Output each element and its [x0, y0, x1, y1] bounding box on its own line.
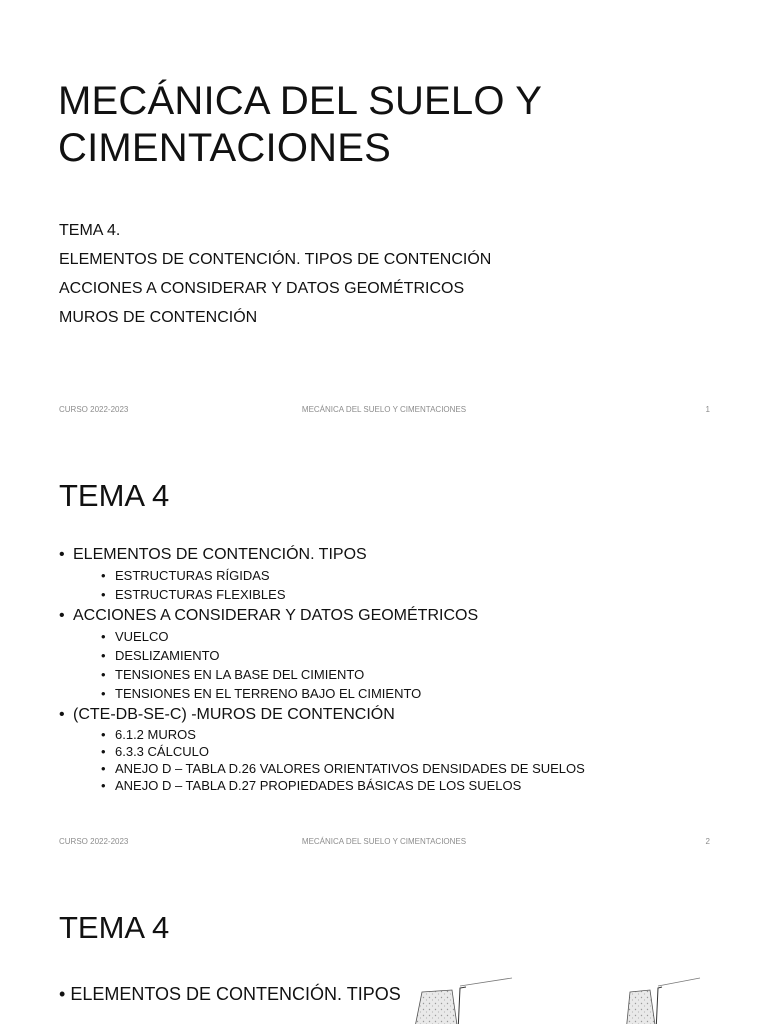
slide-3-bullet: • ELEMENTOS DE CONTENCIÓN. TIPOS — [59, 982, 401, 1006]
slide-2 — [0, 432, 768, 864]
sub-bullet: • ANEJO D – TABLA D.27 PROPIEDADES BÁSICAS DE LOS SUELOS — [101, 777, 585, 794]
subtitle-line: ELEMENTOS DE CONTENCIÓN. TIPOS DE CONTENCIÓN — [59, 251, 492, 268]
footer-subject: MECÁNICA DEL SUELO Y CIMENTACIONES — [301, 837, 467, 846]
slide-1-subtitle — [59, 216, 491, 332]
retaining-wall-diagram — [410, 972, 520, 1024]
sub-bullet: • ESTRUCTURAS FLEXIBLES — [101, 585, 585, 604]
footer-page-number: 2 — [705, 837, 710, 846]
subtitle-line: ACCIONES A CONSIDERAR Y DATOS GEOMÉTRICOS — [59, 280, 465, 297]
bullet-section-label: (CTE-DB-SE-C) -MUROS DE CONTENCIÓN — [73, 706, 395, 723]
subtitle-line: TEMA 4. — [59, 222, 121, 239]
bullet-section-label: ELEMENTOS DE CONTENCIÓN. TIPOS — [73, 546, 367, 563]
slide-1 — [0, 0, 768, 432]
sub-bullet: • ESTRUCTURAS RÍGIDAS — [101, 566, 585, 585]
sub-bullet: • TENSIONES EN LA BASE DEL CIMIENTO — [101, 665, 585, 684]
slide-2-bullets — [59, 544, 585, 795]
footer-course: CURSO 2022-2023 — [59, 837, 129, 846]
title-line-1: MECÁNICA DEL SUELO Y — [58, 79, 543, 123]
title-line-2: CIMENTACIONES — [58, 126, 391, 170]
slide-3 — [0, 864, 768, 1024]
bullet-section-label: ACCIONES A CONSIDERAR Y DATOS GEOMÉTRICOS — [73, 607, 479, 624]
sub-bullet: • 6.3.3 CÁLCULO — [101, 743, 585, 760]
sub-bullet: • ANEJO D – TABLA D.26 VALORES ORIENTATIVOS DENSIDADES DE SUELOS — [101, 760, 585, 777]
sub-bullet: • DESLIZAMIENTO — [101, 646, 585, 665]
retaining-wall-diagram — [622, 972, 732, 1024]
bullet-section — [59, 704, 585, 794]
slide-1-title — [58, 78, 542, 172]
footer-course: CURSO 2022-2023 — [59, 405, 129, 414]
sub-bullet: • VUELCO — [101, 627, 585, 646]
subtitle-line: MUROS DE CONTENCIÓN — [59, 309, 258, 326]
slide-3-title: TEMA 4 — [59, 910, 170, 945]
footer-subject: MECÁNICA DEL SUELO Y CIMENTACIONES — [301, 405, 467, 414]
sub-bullet: • 6.1.2 MUROS — [101, 726, 585, 743]
bullet-section — [59, 544, 585, 604]
bullet-section — [59, 605, 585, 703]
slide-2-title: TEMA 4 — [59, 478, 170, 513]
footer-page-number: 1 — [705, 405, 710, 414]
sub-bullet: • TENSIONES EN EL TERRENO BAJO EL CIMIENTO — [101, 684, 585, 703]
